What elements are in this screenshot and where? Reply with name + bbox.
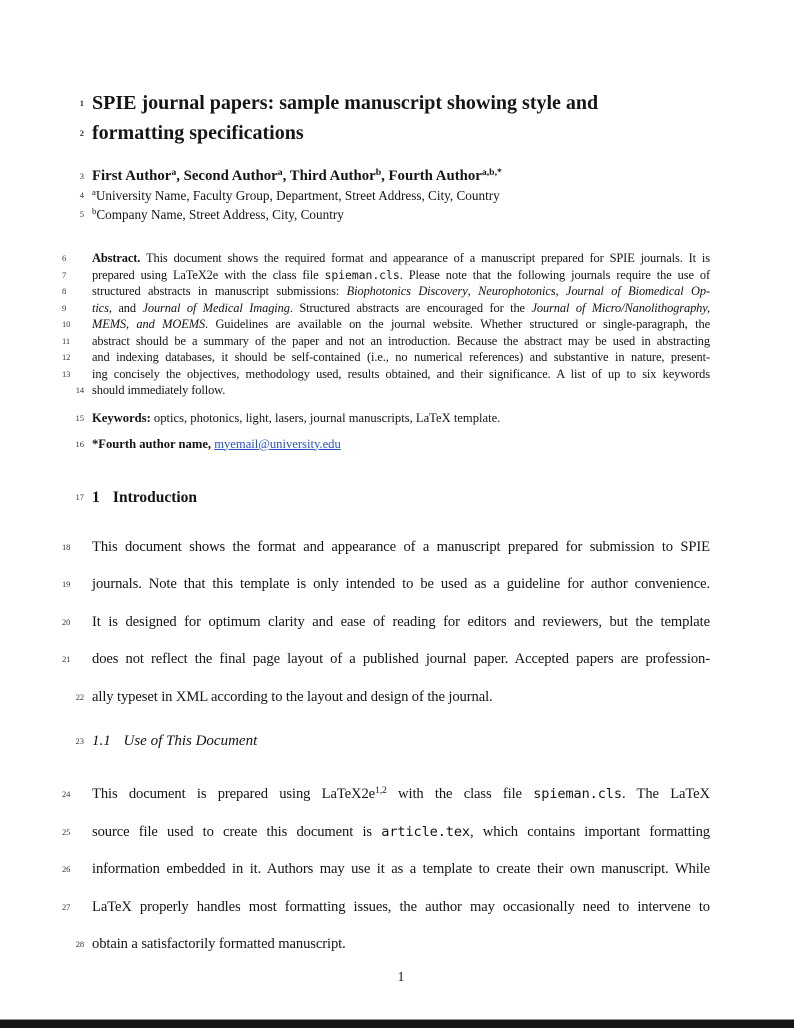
text-line bbox=[62, 333, 710, 350]
text-segment: ally typeset in XML according to the layout and design of the journal. bbox=[92, 688, 493, 705]
text-segment: information embedded in it. Authors may use it as a template to create their own manuscript. While bbox=[92, 861, 710, 877]
line-number: 13 bbox=[62, 368, 71, 379]
line-number: 14 bbox=[75, 385, 84, 395]
text-segment: , bbox=[555, 284, 566, 298]
text-line bbox=[62, 283, 711, 300]
text-segment: . Structured abstracts are encouraged for the bbox=[289, 300, 532, 315]
line-number: 3 bbox=[79, 171, 84, 181]
text-segment: Company Name, Street Address, City, Country bbox=[96, 207, 344, 222]
line-number: 25 bbox=[62, 826, 71, 837]
text-line bbox=[62, 851, 710, 889]
text-segment: , and bbox=[108, 300, 143, 315]
text-segment: obtain a satisfactorily formatted manuscript. bbox=[92, 936, 346, 952]
text-segment: , bbox=[467, 284, 479, 298]
text-segment: MEMS, and MOEMS bbox=[92, 317, 206, 331]
line-number: 17 bbox=[75, 491, 84, 502]
text-segment bbox=[375, 786, 387, 802]
text-line bbox=[75, 382, 710, 399]
text-segment: First Author bbox=[92, 168, 172, 184]
text-segment: , which contains important formatting bbox=[469, 823, 710, 840]
line-number: 19 bbox=[62, 579, 71, 589]
text-segment: SPIE journal papers: sample manuscript showing style and bbox=[92, 92, 599, 114]
superscript: a bbox=[171, 166, 177, 178]
superscript: b bbox=[92, 206, 97, 217]
text-line bbox=[62, 641, 710, 679]
text-line bbox=[62, 349, 710, 366]
line-number: 8 bbox=[62, 286, 67, 296]
line-number: 7 bbox=[62, 269, 67, 280]
abstract bbox=[62, 250, 711, 399]
text-line bbox=[75, 410, 710, 427]
text-line bbox=[62, 250, 710, 267]
text-segment: 1 bbox=[92, 488, 100, 506]
line-number: 28 bbox=[75, 939, 84, 949]
text-segment: This document shows the required format and appearance of a manuscript prepared for SPIE journals. It is bbox=[140, 251, 710, 265]
line-number: 21 bbox=[62, 654, 71, 664]
text-line bbox=[62, 889, 710, 927]
line-number: 26 bbox=[62, 864, 71, 874]
text-segment: source file used to create this document is bbox=[92, 823, 382, 840]
line-number: 1 bbox=[79, 98, 84, 108]
text-line bbox=[75, 926, 710, 964]
text-segment: does not reflect the final page layout of a published journal paper. Accepted papers are profession- bbox=[92, 651, 710, 667]
keywords-line bbox=[75, 410, 710, 427]
line-number: 22 bbox=[75, 691, 84, 702]
manuscript-content bbox=[62, 88, 711, 986]
paper-title bbox=[79, 88, 710, 148]
text-segment bbox=[482, 168, 502, 184]
text-line bbox=[79, 118, 710, 148]
line-number: 16 bbox=[75, 438, 84, 449]
text-segment: article.tex bbox=[381, 823, 470, 840]
text-line bbox=[79, 166, 710, 186]
text-line bbox=[62, 776, 710, 814]
text-segment: formatting specifications bbox=[92, 122, 304, 144]
text-line bbox=[62, 316, 710, 333]
text-segment: Biophotonics Discovery bbox=[346, 284, 468, 298]
page-number: 1 bbox=[397, 968, 405, 984]
line-number: 2 bbox=[79, 128, 84, 138]
line-number: 9 bbox=[62, 302, 67, 313]
text-segment: 1.1 bbox=[92, 733, 111, 749]
line-number: 12 bbox=[62, 352, 71, 362]
authors-line bbox=[79, 166, 710, 186]
text-segment: Journal of Micro/Nanolithography, bbox=[531, 300, 710, 315]
text-segment: University Name, Faculty Group, Department, Street Address, City, Country bbox=[95, 188, 500, 203]
text-segment: Journal of Medical Imaging bbox=[142, 300, 290, 315]
paragraph-introduction bbox=[62, 529, 710, 717]
email-link[interactable]: myemail@university.edu bbox=[214, 436, 341, 451]
text-segment: , Fourth Author bbox=[381, 168, 482, 184]
text-segment: journals. Note that this template is only intended to be used as a guideline for author convenience. bbox=[92, 576, 710, 592]
text-segment: ing concisely the objectives, methodology used, results obtained, and their significance. A list of up to six keywords bbox=[92, 366, 710, 381]
text-segment: This document shows the format and appearance of a manuscript prepared for submission to SPIE bbox=[92, 538, 710, 555]
text-line bbox=[62, 300, 710, 317]
text-segment: should immediately follow. bbox=[92, 383, 226, 397]
line-number: 5 bbox=[79, 209, 84, 219]
section-heading-introduction bbox=[75, 487, 710, 508]
superscript: a bbox=[92, 187, 96, 198]
affiliations bbox=[79, 186, 710, 224]
line-number: 6 bbox=[62, 253, 67, 263]
text-line bbox=[75, 436, 710, 453]
text-segment: . Guidelines are available on the journal website. Whether structured or single-paragraph, the bbox=[205, 317, 710, 331]
line-number: 20 bbox=[62, 616, 71, 627]
line-number: 24 bbox=[62, 789, 71, 799]
text-segment: Use of This Document bbox=[123, 733, 258, 749]
text-line bbox=[79, 186, 710, 205]
line-number: 4 bbox=[79, 190, 84, 200]
text-line bbox=[79, 205, 710, 224]
superscript: a bbox=[277, 166, 283, 178]
superscript: 1,2 bbox=[375, 784, 387, 796]
superscript: a,b,* bbox=[481, 166, 502, 178]
text-line bbox=[62, 814, 710, 852]
text-segment: and indexing databases, it should be self-contained (i.e., no numerical references) and substantive in nature, present- bbox=[92, 350, 710, 364]
author-footnote bbox=[75, 436, 710, 453]
text-segment: It is designed for optimum clarity and ease of reading for editors and reviewers, but the template bbox=[92, 613, 710, 630]
text-line bbox=[75, 487, 710, 508]
subsection-heading-use-of-this-document bbox=[75, 731, 710, 752]
text-segment: spieman.cls bbox=[533, 786, 622, 802]
text-line bbox=[62, 604, 710, 642]
text-segment: spieman.cls bbox=[324, 267, 400, 282]
page-bottom-edge bbox=[0, 1019, 794, 1028]
text-segment: with the class file bbox=[386, 786, 534, 802]
text-segment: , Second Author bbox=[176, 168, 278, 184]
superscript: b bbox=[375, 166, 382, 178]
text-segment: optics, photonics, light, lasers, journal manuscripts, LaTeX template. bbox=[150, 410, 501, 425]
text-segment: abstract should be a summary of the paper and not an introduction. Because the abstract may be used in abstracting bbox=[92, 333, 710, 348]
text-line bbox=[62, 566, 710, 604]
text-segment: , Third Author bbox=[282, 168, 376, 184]
text-line bbox=[75, 731, 710, 752]
line-number: 11 bbox=[62, 335, 70, 346]
text-segment: Journal of Biomedical Op- bbox=[565, 284, 711, 298]
line-number: 10 bbox=[62, 319, 71, 329]
text-segment: Keywords: bbox=[92, 410, 151, 425]
text-line bbox=[75, 679, 710, 717]
text-segment: . The LaTeX bbox=[621, 786, 710, 802]
text-segment: . Please note that the following journals require the use of bbox=[399, 267, 710, 282]
text-line bbox=[79, 88, 710, 118]
text-segment: LaTeX properly handles most formatting issues, the author may occasionally need to intervene to bbox=[92, 898, 710, 915]
line-number: 18 bbox=[62, 541, 71, 552]
paragraph-use-of-this-document bbox=[62, 776, 710, 964]
text-segment: Introduction bbox=[112, 488, 198, 506]
text-line bbox=[62, 366, 710, 383]
line-number: 15 bbox=[75, 412, 84, 423]
text-segment: prepared using LaTeX2e with the class file bbox=[92, 267, 325, 282]
text-segment: Neurophotonics bbox=[478, 284, 556, 298]
text-line bbox=[62, 267, 710, 284]
text-segment: tics bbox=[92, 300, 109, 315]
text-segment: *Fourth author name, bbox=[92, 436, 215, 451]
line-number: 27 bbox=[62, 901, 71, 912]
line-number: 23 bbox=[75, 736, 84, 746]
text-line bbox=[62, 529, 710, 567]
text-segment: Abstract. bbox=[92, 251, 141, 265]
text-segment: structured abstracts in manuscript submissions: bbox=[92, 284, 347, 298]
text-segment: This document is prepared using LaTeX2e bbox=[92, 786, 376, 802]
